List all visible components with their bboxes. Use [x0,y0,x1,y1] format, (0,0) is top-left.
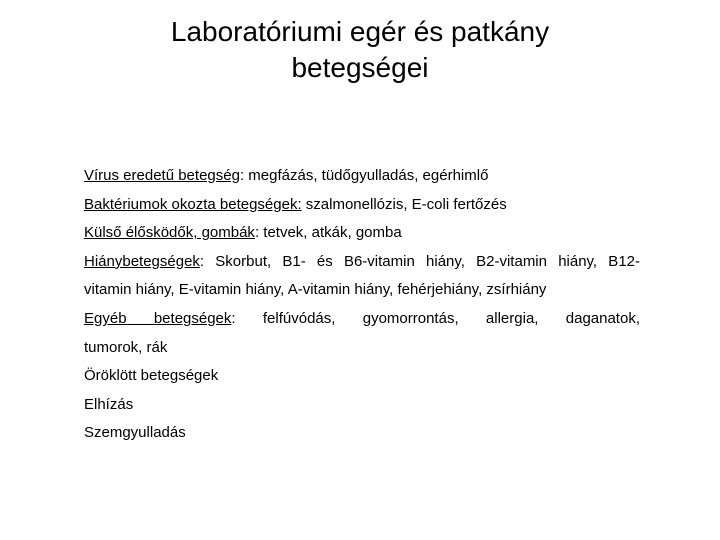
list-item-bacterial [84,191,640,220]
category-details: : Skorbut, B1- és B6-vitamin hiány, B2-vitamin hiány, B12- [199,252,640,270]
list-item-eye-inflammation: Szemgyulladás [84,424,186,442]
slide-title-line-1: Laboratóriumi egér és patkány [170,16,550,47]
list-item-obesity: Elhízás [84,395,134,413]
list-item-parasites [84,219,640,248]
category-heading: Külső élősködők, gombák [84,224,255,242]
slide-title-line-2: betegségei [291,52,429,83]
category-details: szalmonellózis, E-coli fertőzés [301,195,507,213]
list-item-line: tumorok, rák [84,338,168,356]
list-item-line [84,305,640,334]
list-item-viral [84,162,640,191]
slide-title [0,14,720,86]
category-details: : megfázás, tüdőgyulladás, egérhimlő [239,167,489,184]
category-heading: Baktériumok okozta betegségek: [84,195,302,213]
list-item-line [84,248,640,277]
list-item-line: vitamin hiány, E-vitamin hiány, A-vitamin hiány, fehérjehiány, zsírhiány [84,281,547,299]
disease-list [84,162,640,448]
category-heading: Vírus eredetű betegség [84,167,240,184]
category-details: : felfúvódás, gyomorrontás, allergia, daganatok, [231,309,640,327]
list-item-hereditary: Öröklött betegségek [84,367,219,385]
category-details: : tetvek, atkák, gomba [254,224,402,242]
category-heading: Hiánybetegségek [84,252,200,270]
list-item-other [84,305,640,362]
list-item-deficiency [84,248,640,305]
category-heading: Egyéb betegségek [84,309,232,327]
